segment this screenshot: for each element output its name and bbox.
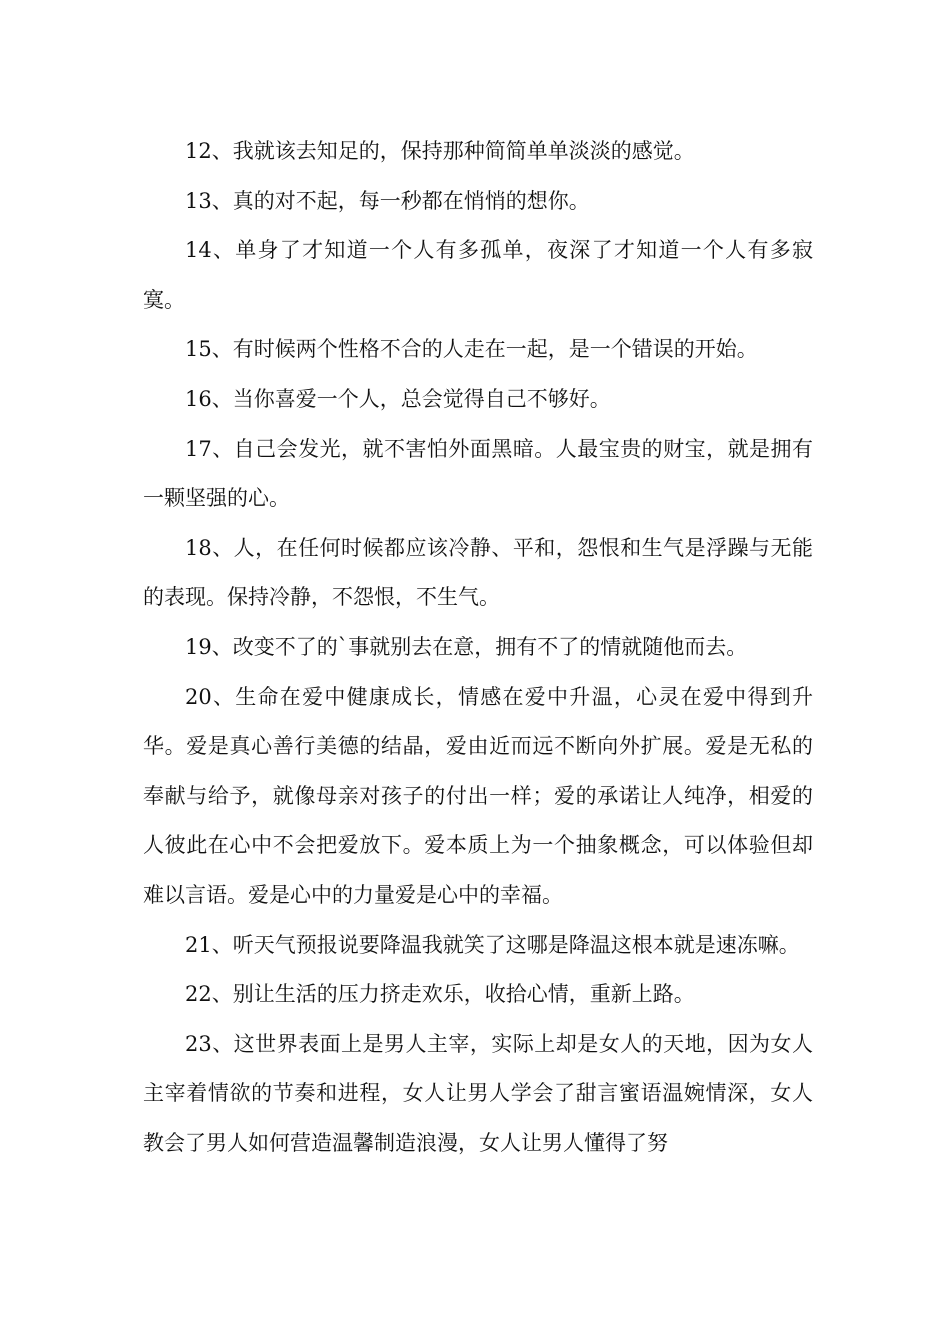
paragraph-12: 12、我就该去知足的，保持那种简简单单淡淡的感觉。	[185, 139, 695, 163]
paragraph-20: 20、生命在爱中健康成长，情感在爱中升温，心灵在爱中得到升华。爱是真心善行美德的结晶，爱由近而远不断向外扩展。爱是无私的奉献与给予，就像母亲对孩子的付出一样；爱的承诺让人纯净，相爱的人彼此在心中不会把爱放下。爱本质上为一个抽象概念，可以体验但却难以言语。爱是心中的力量爱是心中的幸福。	[143, 684, 813, 907]
document-body	[143, 127, 813, 1168]
paragraph-16: 16、当你喜爱一个人，总会觉得自己不够好。	[185, 386, 611, 411]
paragraph-18: 18、人，在任何时候都应该冷静、平和，怨恨和生气是浮躁与无能的表现。保持冷静，不怨恨，不生气。	[143, 535, 813, 610]
paragraph-17: 17、自己会发光，就不害怕外面黑暗。人最宝贵的财宝，就是拥有一颗坚强的心。	[143, 436, 813, 511]
paragraph-22: 22、别让生活的压力挤走欢乐，收拾心情，重新上路。	[185, 982, 695, 1007]
paragraph-23: 23、这世界表面上是男人主宰，实际上却是女人的天地，因为女人主宰着情欲的节奏和进程，女人让男人学会了甜言蜜语温婉情深，女人教会了男人如何营造温馨制造浪漫，女人让男人懂得了努	[143, 1031, 813, 1155]
paragraph-14: 14、单身了才知道一个人有多孤单，夜深了才知道一个人有多寂寞。	[143, 238, 813, 312]
paragraph-19: 19、改变不了的`事就别去在意，拥有不了的情就随他而去。	[185, 634, 748, 659]
paragraph-15: 15、有时候两个性格不合的人走在一起，是一个错误的开始。	[185, 337, 758, 362]
paragraph-21: 21、听天气预报说要降温我就笑了这哪是降温这根本就是速冻嘛。	[185, 932, 800, 957]
paragraph-13: 13、真的对不起，每一秒都在悄悄的想你。	[185, 188, 590, 213]
